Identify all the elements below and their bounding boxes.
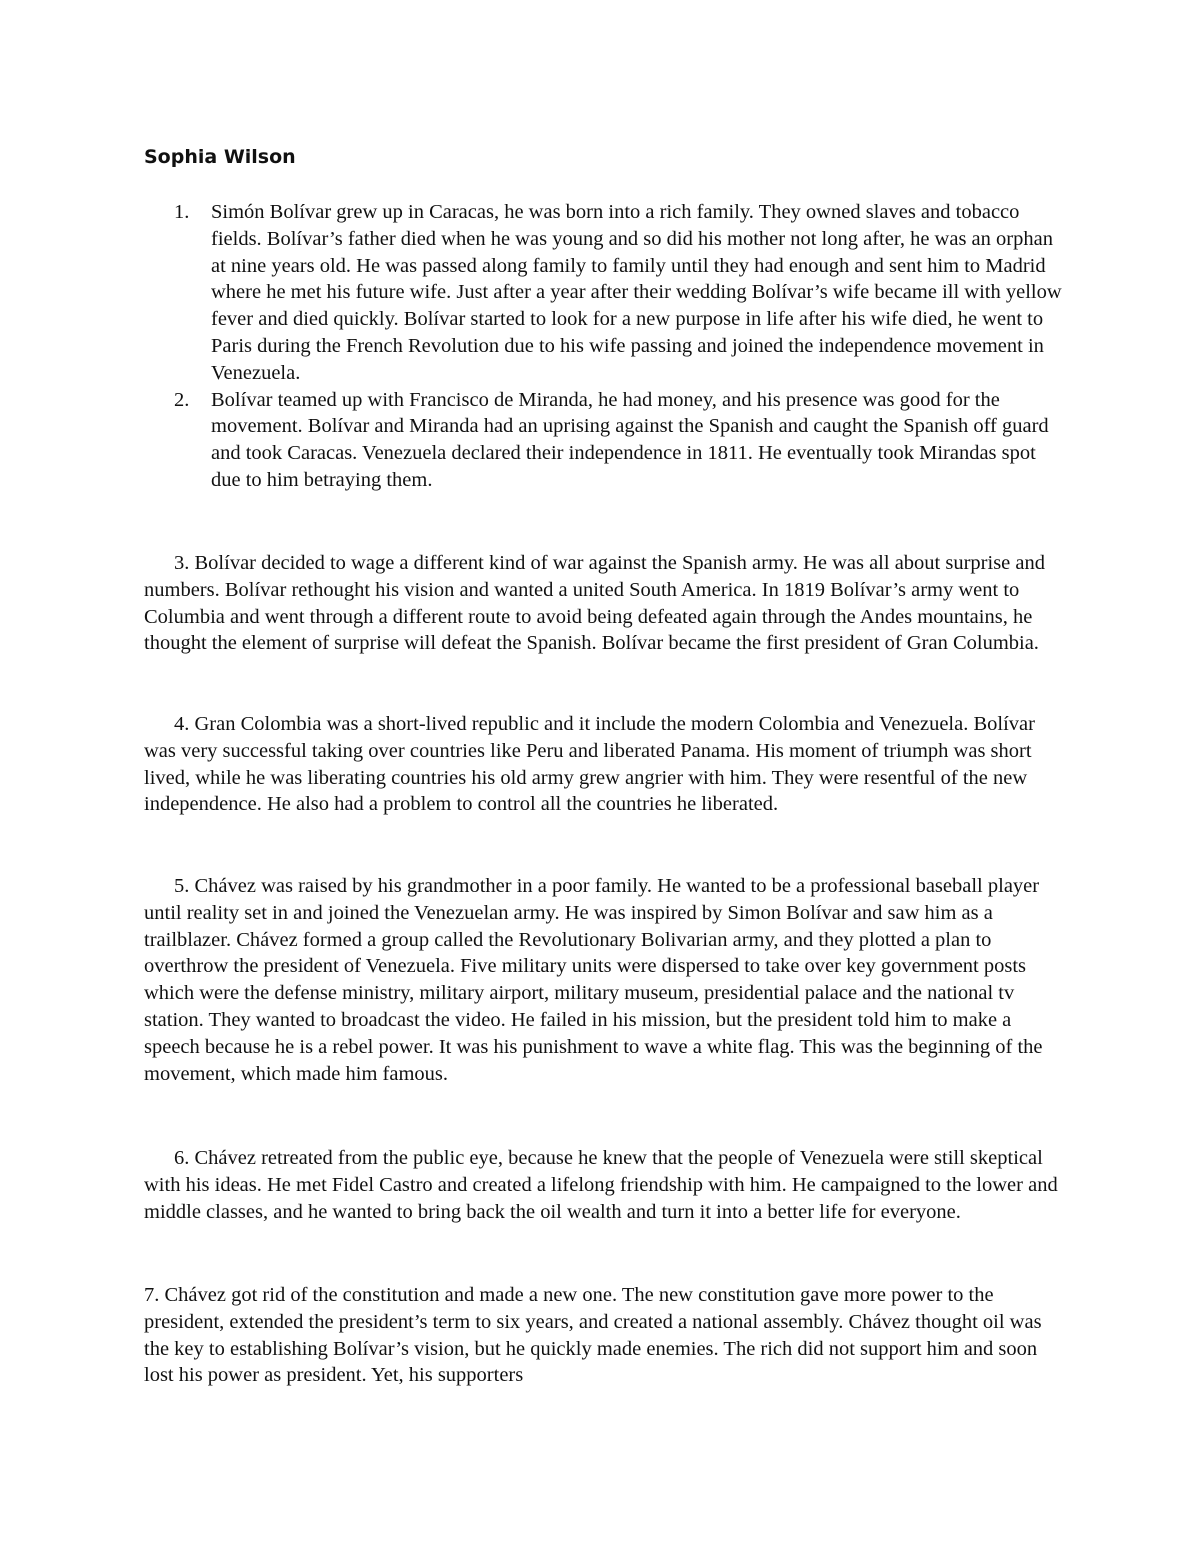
paragraph-text: 3. Bolívar decided to wage a different kind of war against the Spanish army. He was all about surprise and numbers. Bolívar rethought his vision and wanted a united South America. In 1819 Bolívar’s army went to Columbia and went through a different route to avoid being defeated again through the Andes mountains, he thought the element of surprise will defeat the Spanish. Bolívar became the first president of Gran Columbia. — [144, 552, 1045, 655]
paragraph-4 — [144, 711, 1064, 818]
list-item-number: 1. — [174, 201, 190, 223]
paragraph-5 — [144, 873, 1064, 1087]
paragraph-text: 5. Chávez was raised by his grandmother in a poor family. He wanted to be a professional baseball player until reality set in and joined the Venezuelan army. He was inspired by Simon Bolívar and saw him as a trailblazer. Chávez formed a group called the Revolutionary Bolivarian army, and they plotted a plan to overthrow the president of Venezuela. Five military units were dispersed to take over key government posts which were the defense ministry, military airport, military museum, presidential palace and the national tv station. They wanted to broadcast the video. He failed in his mission, but the president told him to make a speech because he is a rebel power. It was his punishment to wave a white flag. This was the beginning of the movement, which made him famous. — [144, 875, 1043, 1085]
numbered-list — [144, 199, 1064, 494]
paragraph-text: 4. Gran Colombia was a short-lived republic and it include the modern Colombia and Venezuela. Bolívar was very successful taking over countries like Peru and liberated Panama. His moment of triumph was short lived, while he was liberating countries his old army grew angrier with him. They were resentful of the new independence. He also had a problem to control all the countries he liberated. — [144, 713, 1035, 816]
paragraph-3 — [144, 550, 1064, 657]
list-item-1 — [144, 199, 1064, 387]
author-name: Sophia Wilson — [144, 146, 296, 168]
list-item-text: Simón Bolívar grew up in Caracas, he was born into a rich family. They owned slaves and tobacco fields. Bolívar’s father died when he was young and so did his mother not long after, he was an orphan at nine years old. He was passed along family to family until they had enough and sent him to Madrid where he met his future wife. Just after a year after their wedding Bolívar’s wife became ill with yellow fever and died quickly. Bolívar started to look for a new purpose in life after his wife died, he went to Paris during the French Revolution due to his wife passing and joined the independence movement in Venezuela. — [211, 201, 1062, 384]
paragraph-7 — [144, 1282, 1064, 1389]
paragraph-text: 7. Chávez got rid of the constitution and made a new one. The new constitution gave more power to the president, extended the president’s term to six years, and created a national assembly. Chávez thought oil was the key to establishing Bolívar’s vision, but he quickly made enemies. The rich did not support him and soon lost his power as president. Yet, his supporters — [144, 1284, 1042, 1387]
paragraph-6 — [144, 1145, 1064, 1225]
paragraph-text: 6. Chávez retreated from the public eye, because he knew that the people of Venezuela were still skeptical with his ideas. He met Fidel Castro and created a lifelong friendship with him. He campaigned to the lower and middle classes, and he wanted to bring back the oil wealth and turn it into a better life for everyone. — [144, 1147, 1058, 1223]
list-item-number: 2. — [174, 388, 190, 411]
list-item-text: Bolívar teamed up with Francisco de Miranda, he had money, and his presence was good for the movement. Bolívar and Miranda had an uprising against the Spanish and caught the Spanish off guard and took Caracas. Venezuela declared their independence in 1811. He eventually took Mirandas spot due to him betraying them. — [211, 388, 1049, 491]
list-item-2 — [144, 387, 1064, 494]
